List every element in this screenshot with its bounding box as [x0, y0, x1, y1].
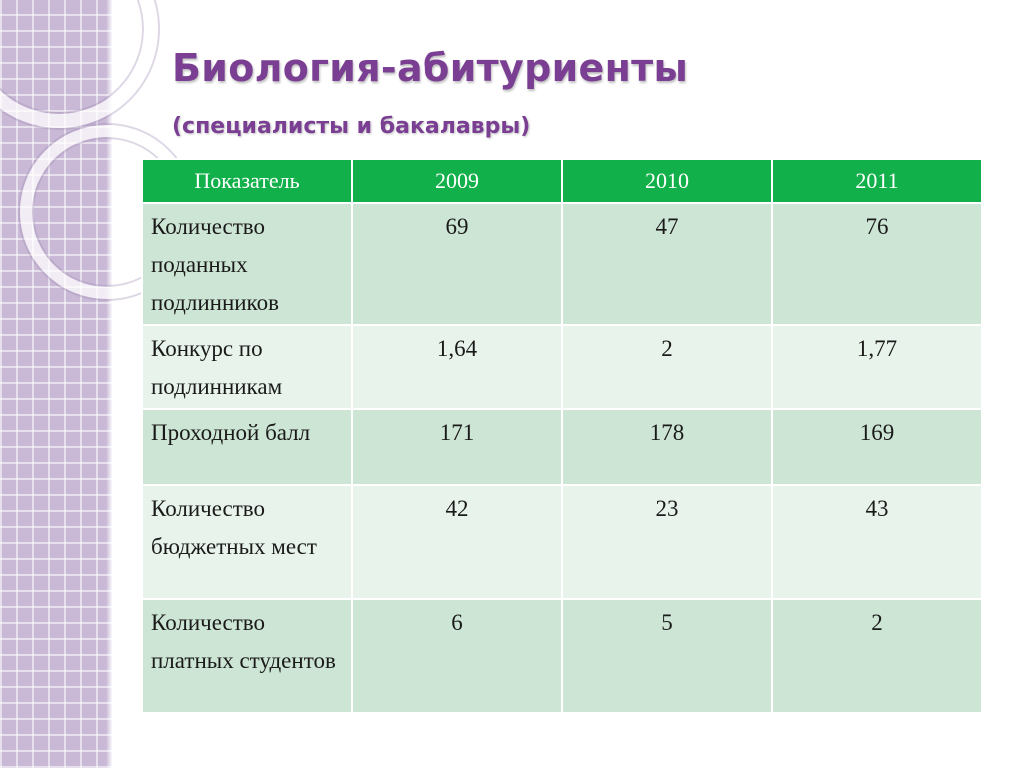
- row-label: Конкурс по подлинникам: [142, 325, 352, 409]
- cell-value: 43: [772, 485, 982, 599]
- header-year-2009: 2009: [352, 159, 562, 203]
- cell-value: 169: [772, 409, 982, 485]
- cell-value: 47: [562, 203, 772, 325]
- cell-value: 23: [562, 485, 772, 599]
- cell-value: 42: [352, 485, 562, 599]
- slide-subtitle: (специалисты и бакалавры): [172, 114, 531, 139]
- row-label: Количество платных студентов: [142, 599, 352, 713]
- row-label: Проходной балл: [142, 409, 352, 485]
- cell-value: 6: [352, 599, 562, 713]
- cell-value: 178: [562, 409, 772, 485]
- table-row: [142, 409, 982, 485]
- slide-title: Биология-абитуриенты: [172, 46, 689, 90]
- header-year-2011: 2011: [772, 159, 982, 203]
- cell-value: 1,77: [772, 325, 982, 409]
- header-year-2010: 2010: [562, 159, 772, 203]
- cell-value: 171: [352, 409, 562, 485]
- table-row: [142, 485, 982, 599]
- table-row: [142, 325, 982, 409]
- cell-value: 2: [772, 599, 982, 713]
- cell-value: 1,64: [352, 325, 562, 409]
- row-label: Количество бюджетных мест: [142, 485, 352, 599]
- row-label: Количество поданных подлинников: [142, 203, 352, 325]
- table-row: [142, 599, 982, 713]
- cell-value: 69: [352, 203, 562, 325]
- table-row: [142, 203, 982, 325]
- decorative-ring-top: [0, 0, 158, 128]
- header-indicator: Показатель: [142, 159, 352, 203]
- cell-value: 76: [772, 203, 982, 325]
- cell-value: 2: [562, 325, 772, 409]
- table-header-row: [142, 159, 982, 203]
- cell-value: 5: [562, 599, 772, 713]
- applicants-table: [141, 158, 983, 714]
